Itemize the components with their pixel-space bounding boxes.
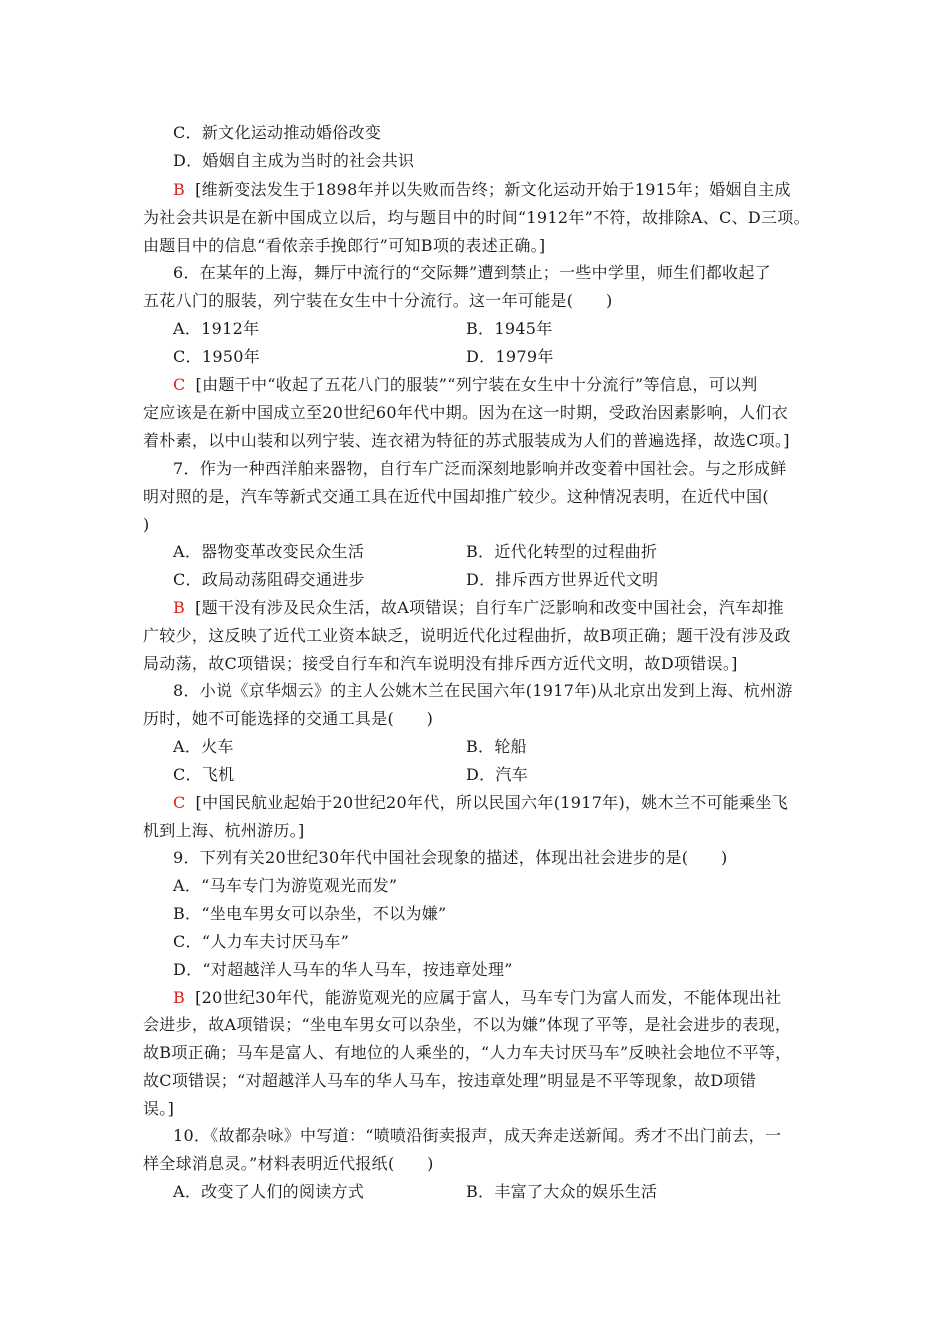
text-line — [173, 681, 793, 701]
line-text: A．器物变革改变民众生活 — [173, 542, 365, 561]
line-text: A．“马车专门为游览观光而发” — [173, 876, 398, 895]
text-line — [173, 263, 771, 283]
line-text: 故C项错误；“对超越洋人马车的华人马车，按违章处理”明显是不平等现象，故D项错 — [143, 1071, 757, 1090]
text-line — [173, 765, 234, 785]
text-line — [143, 403, 788, 423]
line-text: A．改变了人们的阅读方式 — [173, 1182, 365, 1201]
line-text: 着朴素，以中山装和以列宁装、连衣裙为特征的苏式服装成为人们的普遍选择，故选C项。] — [143, 431, 790, 450]
text-line — [143, 1099, 174, 1119]
text-line — [173, 876, 397, 896]
text-line — [143, 487, 769, 507]
text-line — [173, 904, 447, 924]
text-line — [143, 431, 790, 451]
line-text: 8．小说《京华烟云》的主人公姚木兰在民国六年(1917年)从北京出发到上海、杭州游 — [173, 681, 793, 700]
text-line — [173, 848, 727, 868]
text-line — [173, 570, 365, 590]
text-line — [466, 347, 554, 367]
text-line — [466, 570, 658, 590]
line-text: B．“坐电车男女可以杂坐，不以为嫌” — [173, 904, 447, 923]
line-text: 10．《故都杂咏》中写道：“喷喷沿街卖报声，成天奔走送新闻。秀才不出门前去，一 — [173, 1126, 782, 1145]
answer-letter: C — [173, 375, 186, 394]
line-text: 定应该是在新中国成立至20世纪60年代中期。因为在这一时期，受政治因素影响，人们衣 — [143, 403, 789, 422]
line-text: 局动荡，故C项错误；接受自行车和汽车说明没有排斥西方近代文明，故D项错误。] — [143, 654, 738, 673]
line-text: [中国民航业起始于20世纪20年代，所以民国六年(1917年)，姚木兰不可能乘坐飞 — [195, 793, 789, 812]
text-line — [143, 1015, 791, 1035]
line-text: ) — [143, 515, 150, 534]
line-text: 误。] — [143, 1099, 175, 1118]
text-line — [173, 347, 260, 367]
text-line — [173, 960, 513, 980]
line-text: A．1912年 — [173, 319, 260, 338]
line-text: D．“对超越洋人马车的华人马车，按违章处理” — [173, 960, 513, 979]
answer-line — [173, 988, 781, 1008]
line-text: 历时，她不可能选择的交通工具是( ) — [143, 709, 434, 728]
line-text: D．排斥西方世界近代文明 — [466, 570, 659, 589]
text-line — [143, 515, 150, 535]
line-text: C．1950年 — [173, 347, 261, 366]
line-text: B．轮船 — [466, 737, 527, 756]
text-line — [173, 932, 349, 952]
answer-line — [173, 598, 784, 618]
line-text: B．丰富了大众的娱乐生活 — [466, 1182, 658, 1201]
text-line — [173, 1182, 364, 1202]
answer-line — [173, 180, 791, 200]
line-text: [由题干中“收起了五花八门的服装”“列宁装在女生中十分流行”等信息，可以判 — [195, 375, 758, 394]
text-line — [466, 765, 528, 785]
text-line — [466, 737, 527, 757]
text-line — [143, 654, 738, 674]
line-text: 五花八门的服装，列宁装在女生中十分流行。这一年可能是( ) — [143, 291, 613, 310]
line-text: 6．在某年的上海，舞厅中流行的“交际舞”遭到禁止；一些中学里，师生们都收起了 — [173, 263, 771, 282]
answer-line — [173, 375, 758, 395]
line-text: [题干没有涉及民众生活，故A项错误；自行车广泛影响和改变中国社会，汽车却推 — [195, 598, 784, 617]
text-line — [173, 459, 787, 479]
text-line — [143, 821, 305, 841]
line-text: C．飞机 — [173, 765, 235, 784]
line-text: D．汽车 — [466, 765, 529, 784]
line-text: 9．下列有关20世纪30年代中国社会现象的描述，体现出社会进步的是( ) — [173, 848, 728, 867]
text-line — [143, 1154, 434, 1174]
line-text: C．新文化运动推动婚俗改变 — [173, 123, 382, 142]
line-text: B．近代化转型的过程曲折 — [466, 542, 658, 561]
text-line — [143, 208, 810, 228]
text-line — [173, 542, 364, 562]
line-text: [20世纪30年代，能游览观光的应属于富人，马车专门为富人而发，不能体现出社 — [195, 988, 782, 1007]
line-text: 样全球消息灵。”材料表明近代报纸( ) — [143, 1154, 434, 1173]
line-text: 为社会共识是在新中国成立以后，均与题目中的时间“1912年”不符，故排除A、C、D三项。 — [143, 208, 810, 227]
text-line — [143, 626, 791, 646]
text-line — [143, 1071, 756, 1091]
line-text: B．1945年 — [466, 319, 553, 338]
answer-line — [173, 793, 788, 813]
line-text: 7．作为一种西洋舶来器物，自行车广泛而深刻地影响并改变着中国社会。与之形成鲜 — [173, 459, 787, 478]
text-line — [466, 1182, 657, 1202]
text-line — [143, 236, 545, 256]
line-text: 机到上海、杭州游历。] — [143, 821, 305, 840]
text-line — [143, 709, 433, 729]
line-text: 广较少，这反映了近代工业资本缺乏，说明近代化过程曲折，故B项正确；题干没有涉及政 — [143, 626, 791, 645]
line-text: C．政局动荡阻碍交通进步 — [173, 570, 365, 589]
text-line — [173, 1126, 781, 1146]
answer-letter: B — [173, 988, 186, 1007]
text-line — [143, 1043, 791, 1063]
text-line — [173, 151, 414, 171]
line-text: D．婚姻自主成为当时的社会共识 — [173, 151, 415, 170]
line-text: [维新变法发生于1898年并以失败而告终；新文化运动开始于1915年；婚姻自主成 — [195, 180, 791, 199]
text-line — [173, 123, 381, 143]
line-text: 由题目中的信息“看侬亲手挽郎行”可知B项的表述正确。] — [143, 236, 546, 255]
answer-letter: B — [173, 598, 186, 617]
answer-letter: C — [173, 793, 186, 812]
answer-letter: B — [173, 180, 186, 199]
line-text: 明对照的是，汽车等新式交通工具在近代中国却推广较少。这种情况表明，在近代中国( — [143, 487, 769, 506]
line-text: A．火车 — [173, 737, 234, 756]
text-line — [173, 319, 259, 339]
text-line — [466, 542, 657, 562]
text-line — [466, 319, 553, 339]
text-line — [143, 291, 613, 311]
text-line — [173, 737, 234, 757]
line-text: 故B项正确；马车是富人、有地位的人乘坐的，“人力车夫讨厌马车”反映社会地位不平等， — [143, 1043, 792, 1062]
line-text: D．1979年 — [466, 347, 554, 366]
line-text: 会进步，故A项错误；“坐电车男女可以杂坐，不以为嫌”体现了平等，是社会进步的表现， — [143, 1015, 792, 1034]
line-text: C．“人力车夫讨厌马车” — [173, 932, 350, 951]
